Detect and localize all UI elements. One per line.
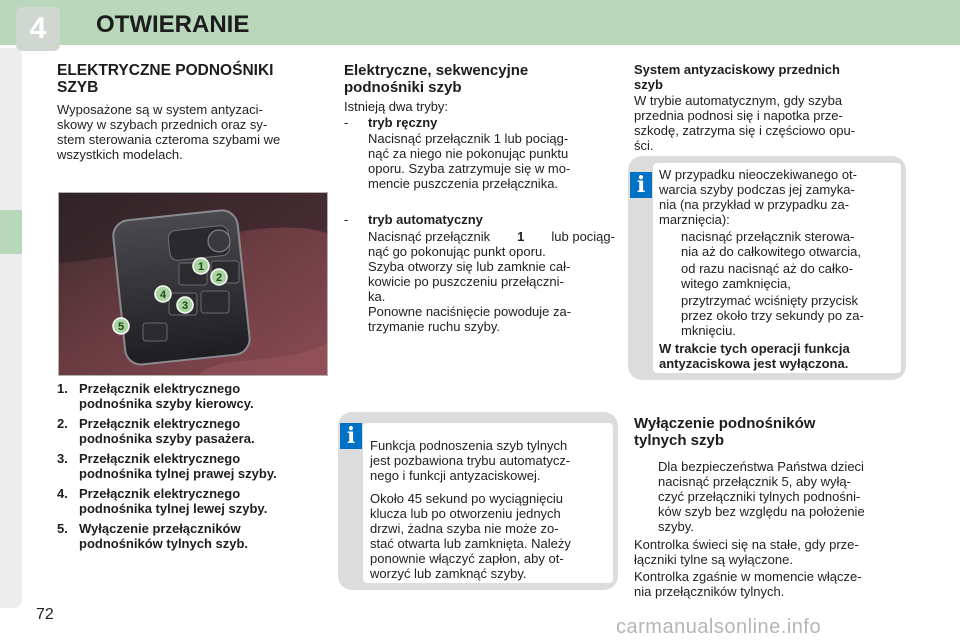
text-line: Dla bezpieczeństwa Państwa dzieci [658, 459, 864, 474]
text-line: W przypadku nieoczekiwanego ot- [659, 167, 857, 182]
text-line: W trakcie tych operacji funkcja [659, 341, 850, 356]
text-line: witego zamknięcia, [681, 276, 791, 291]
heading-line: tylnych szyb [634, 432, 725, 449]
info-icon: i [630, 172, 652, 198]
item-number: 3. [57, 451, 68, 466]
dash-marker: - [344, 115, 349, 130]
text-line: stać otwarta lub zamknięta. Należy [370, 536, 571, 551]
list-item [57, 416, 329, 446]
heading-line: ELEKTRYCZNE PODNOŚNIKI [57, 62, 274, 79]
text-line: klucza lub po otworzeniu jednych [370, 506, 561, 521]
switch-label-5 [113, 318, 129, 334]
mode-manual-text [368, 131, 615, 191]
text-line: nego i funkcji antyzaciskowej. [370, 468, 541, 483]
text-line: Przełącznik elektrycznego [79, 381, 241, 396]
item-number: 4. [57, 486, 68, 501]
info-icon: i [340, 423, 362, 449]
item-number: 1. [57, 381, 68, 396]
list-item [57, 486, 329, 516]
text-line: W trybie automatycznym, gdy szyba [634, 93, 843, 108]
anti-pinch-info-intro [659, 167, 897, 227]
switch-legend-list [57, 381, 329, 556]
text-line: łączniki tylne są wyłączone. [634, 552, 793, 567]
switch-label-4 [155, 286, 171, 302]
item-number: 5. [57, 521, 68, 536]
text-line: warcia szyby podczas jej zamyka- [659, 182, 855, 197]
text-line: oporu. Szyba zatrzymuje się w mo- [368, 161, 571, 176]
door-switch-panel-photo [58, 192, 328, 376]
list-item [57, 451, 329, 481]
heading-line: Elektryczne, sekwencyjne [344, 62, 529, 79]
text-line: od razu nacisnąć aż do całko- [681, 261, 853, 276]
text-line: stem sterowania czteroma szybami we [57, 132, 281, 147]
text-line: nacisnąć przełącznik 5, aby wyłą- [658, 474, 851, 489]
indicator-on-text [634, 537, 904, 567]
text-line: Ponowne naciśnięcie powoduje za- [368, 304, 572, 319]
anti-pinch-warning [659, 341, 897, 371]
chapter-number-badge: 4 [16, 7, 60, 51]
text-line: podnośnika szyby pasażera. [79, 431, 255, 446]
text-line: nia (na przykład w przypadku za- [659, 197, 850, 212]
text-line: Przełącznik elektrycznego [79, 416, 241, 431]
door-panel-illustration [59, 193, 327, 375]
switch-label-3 [177, 297, 193, 313]
text-line: Przełącznik elektrycznego [79, 451, 241, 466]
section-heading-rear-disable [634, 415, 815, 449]
child-safety-text [658, 459, 904, 534]
svg-text:3: 3 [181, 300, 189, 312]
text-line: szyby. [658, 519, 694, 534]
indicator-off-text [634, 569, 904, 599]
chapter-title: OTWIERANIE [96, 11, 250, 38]
watermark: carmanualsonline.info [616, 616, 822, 638]
text-line: podnośników tylnych szyb. [79, 536, 249, 551]
heading-line: SZYB [57, 79, 99, 96]
heading-line: podnośniki szyb [344, 79, 462, 96]
list-item [57, 381, 329, 411]
mode-automatic-text [368, 229, 615, 304]
text-line: jest pozbawiona trybu automatycz- [370, 453, 571, 468]
anti-pinch-step-3 [681, 293, 897, 338]
anti-pinch-paragraph [634, 93, 904, 153]
anti-pinch-step-2 [681, 261, 897, 291]
text-line: ka. [368, 289, 386, 304]
text-line: Szyba otworzy się lub zamknie cał- [368, 259, 571, 274]
text-line: mknięciu. [681, 323, 736, 338]
svg-text:4: 4 [159, 289, 167, 301]
text-line: przytrzymać wciśnięty przycisk [681, 293, 858, 308]
side-chapter-tab [0, 210, 22, 254]
text-line: marznięcia): [659, 212, 730, 227]
text-line: Funkcja podnoszenia szyb tylnych [370, 438, 568, 453]
text-line: mencie puszczenia przełącznika. [368, 176, 559, 191]
text-fragment: lub pociąg- [551, 229, 615, 244]
text-line: drzwi, żadna szyba nie może zo- [370, 521, 559, 536]
text-line: kowicie po puszczeniu przełączni- [368, 274, 564, 289]
text-line: wszystkich modelach. [57, 147, 183, 162]
text-line: przez około trzy sekundy po za- [681, 308, 864, 323]
text-line: skowy w szybach przednich oraz sy- [57, 117, 268, 132]
anti-pinch-step-1 [681, 229, 897, 259]
switch-plate [112, 209, 251, 366]
text-line: nia przełączników tylnych. [634, 584, 785, 599]
text-line: Nacisnąć przełącznik 1 lub pociąg- [368, 131, 569, 146]
section-heading-anti-pinch [634, 62, 840, 92]
text-line: worzyć lub zamknąć szyby. [370, 566, 527, 581]
text-line: czyć przełączniki tylnych podnośni- [658, 489, 861, 504]
switch-label-1 [193, 258, 209, 274]
item-number: 2. [57, 416, 68, 431]
text-line: nąć go pokonując punkt oporu. [368, 244, 546, 259]
text-line: ponownie włączyć zapłon, aby ot- [370, 551, 564, 566]
text-line: ków szyb bez względu na położenie [658, 504, 865, 519]
svg-text:5: 5 [117, 321, 125, 333]
mode-stop-text [368, 304, 615, 334]
heading-line: szyb [634, 77, 663, 92]
mode-title-manual: tryb ręczny [368, 115, 438, 130]
section-heading-sequential-windows [344, 62, 528, 96]
text-line: Około 45 sekund po wyciągnięciu [370, 491, 563, 506]
list-item [57, 521, 329, 551]
switch-label-2 [211, 269, 227, 285]
text-line: antyzaciskowa jest wyłączona. [659, 356, 849, 371]
text-fragment: Nacisnąć przełącznik [368, 229, 491, 244]
modes-intro: Istnieją dwa tryby: [344, 99, 449, 114]
text-line: ści. [634, 138, 654, 153]
svg-text:1: 1 [197, 261, 205, 273]
info-rear-windows-text [370, 438, 610, 581]
text-line: Przełącznik elektrycznego [79, 486, 241, 501]
text-line: podnośnika tylnej lewej szyby. [79, 501, 268, 516]
text-line: Kontrolka świeci się na stałe, gdy prze- [634, 537, 859, 552]
svg-text:2: 2 [215, 272, 223, 284]
text-line: przednia podnosi się i napotka prze- [634, 108, 843, 123]
text-line: podnośnika szyby kierowcy. [79, 396, 254, 411]
text-line: trzymanie ruchu szyby. [368, 319, 500, 334]
text-line: nąć za niego nie pokonując punktu [368, 146, 569, 161]
intro-paragraph [57, 102, 327, 162]
text-line [368, 229, 615, 244]
mode-title-automatic: tryb automatyczny [368, 212, 483, 227]
text-line: nia aż do całkowitego otwarcia, [681, 244, 861, 259]
text-line: Kontrolka zgaśnie w momencie włącze- [634, 569, 862, 584]
page-number: 72 [36, 606, 54, 623]
side-rail [0, 48, 22, 608]
text-line: Wyposażone są w system antyzaci- [57, 102, 263, 117]
switch-number: 1 [517, 229, 525, 244]
text-line: szkodę, zatrzyma się i częściowo opu- [634, 123, 856, 138]
section-heading-electric-windows [57, 62, 273, 96]
heading-line: System antyzaciskowy przednich [634, 62, 840, 77]
text-line: podnośnika tylnej prawej szyby. [79, 466, 277, 481]
heading-line: Wyłączenie podnośników [634, 415, 816, 432]
dash-marker: - [344, 212, 349, 227]
text-line: nacisnąć przełącznik sterowa- [681, 229, 855, 244]
text-line: Wyłączenie przełączników [79, 521, 241, 536]
